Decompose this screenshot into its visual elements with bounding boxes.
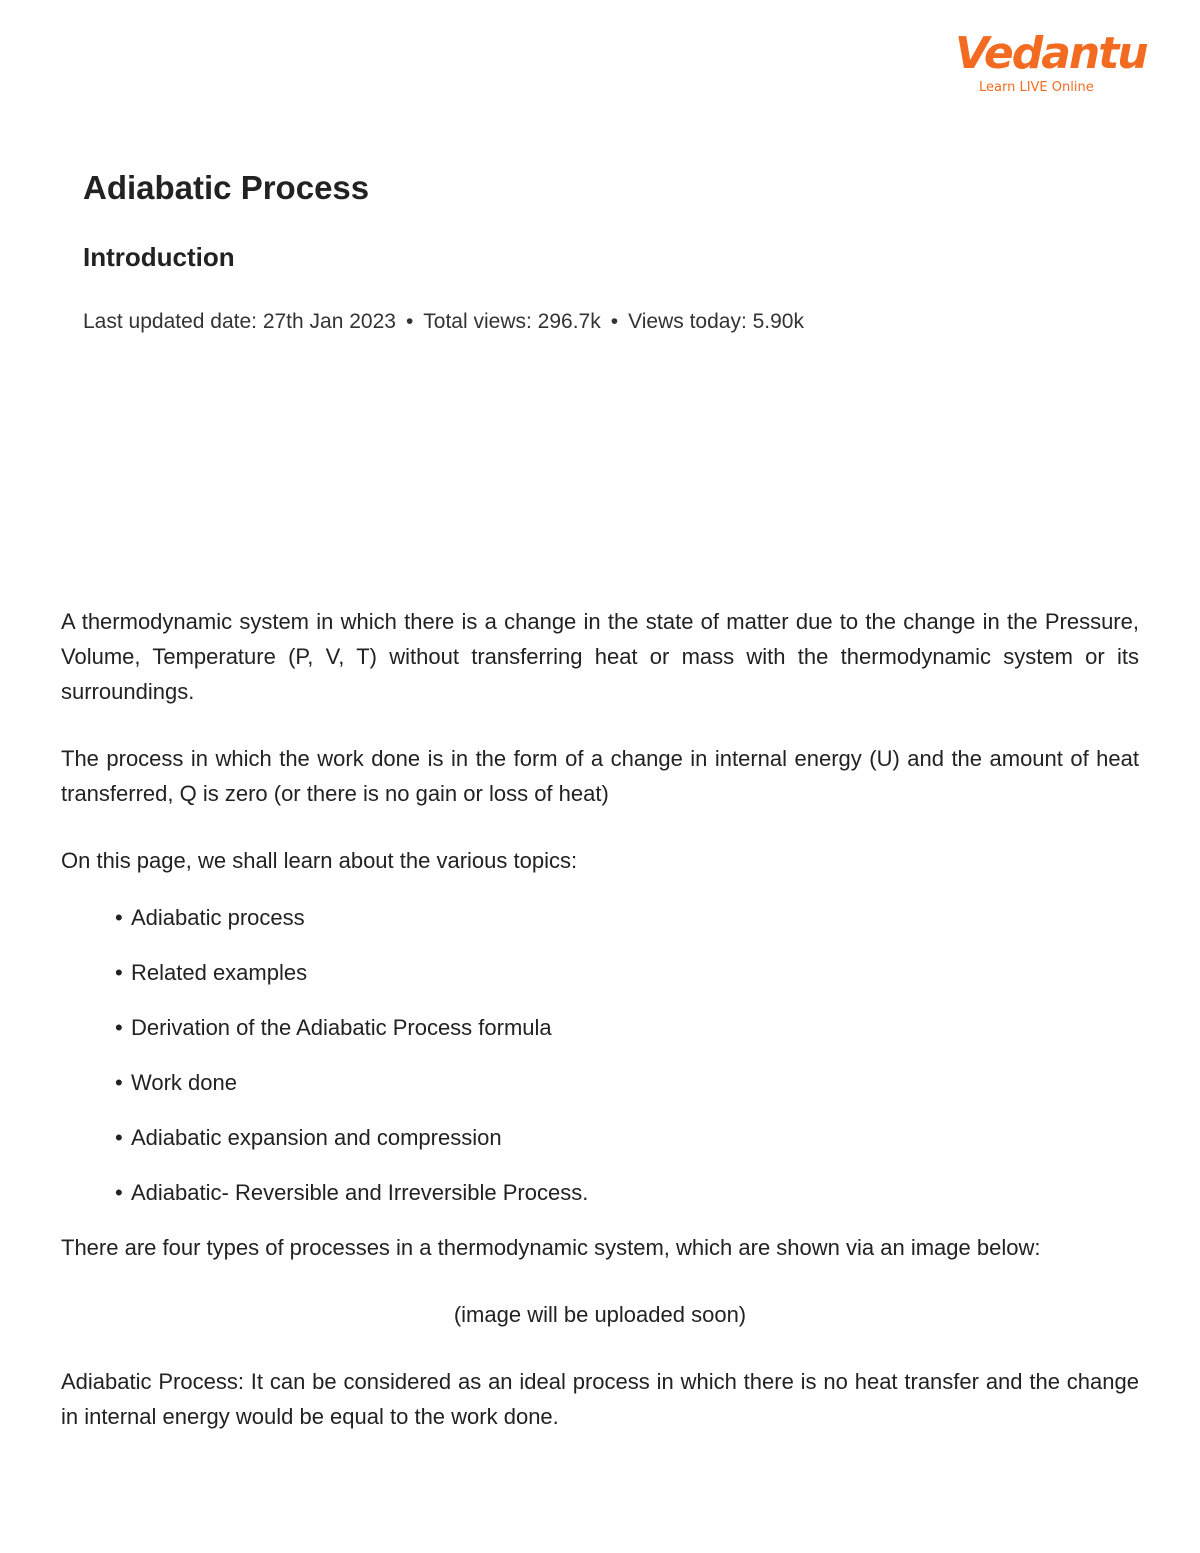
bullet-icon: •: [115, 960, 123, 985]
bullet-icon: •: [115, 1070, 123, 1095]
paragraph-process-types: There are four types of processes in a thermodynamic system, which are shown via an image below:: [61, 1235, 1041, 1260]
paragraph-topics-intro: On this page, we shall learn about the various topics:: [61, 848, 578, 873]
views-today: Views today: 5.90k: [628, 310, 804, 333]
total-views: Total views: 296.7k: [423, 310, 601, 333]
logo-wordmark: Vedantu: [955, 28, 1147, 79]
section-subtitle: Introduction: [83, 242, 235, 272]
list-item: [115, 1065, 1139, 1100]
topic-label: Adiabatic process: [131, 905, 305, 930]
topic-label: Work done: [131, 1070, 237, 1095]
article-body: [61, 604, 1139, 1434]
article-meta: [83, 309, 1133, 335]
topic-label: Related examples: [131, 960, 308, 985]
bullet-icon: •: [115, 1015, 123, 1040]
bullet-icon: •: [115, 1125, 123, 1150]
topic-label: Adiabatic- Reversible and Irreversible Process.: [131, 1180, 589, 1205]
bullet-icon: •: [115, 1180, 123, 1205]
image-placeholder: (image will be uploaded soon): [453, 1302, 747, 1327]
meta-separator: •: [610, 310, 619, 333]
paragraph-adiabatic-definition: Adiabatic Process: It can be considered as an ideal process in which there is no heat transfer and the change in internal energy would be equal to the work done.: [61, 1369, 1139, 1429]
topic-label: Adiabatic expansion and compression: [131, 1125, 502, 1150]
vedantu-logo: [955, 28, 1147, 108]
paragraph-process: The process in which the work done is in the form of a change in internal energy (U) and the amount of heat transferred, Q is zero (or there is no gain or loss of heat): [61, 746, 1139, 806]
meta-separator: •: [405, 310, 414, 333]
paragraph-definition: A thermodynamic system in which there is a change in the state of matter due to the change in the Pressure, Volume, Temperature (P, V, T) without transferring heat or mass with the thermodynamic system or its surroundings.: [61, 609, 1139, 704]
list-item: [115, 955, 1139, 990]
last-updated-date: Last updated date: 27th Jan 2023: [83, 310, 396, 333]
list-item: [115, 1120, 1139, 1155]
list-item: [115, 900, 1139, 935]
article-header: [83, 168, 1133, 335]
bullet-icon: •: [115, 905, 123, 930]
list-item: [115, 1010, 1139, 1045]
topic-list: [61, 900, 1139, 1210]
topic-label: Derivation of the Adiabatic Process formula: [131, 1015, 552, 1040]
logo-tagline: Learn LIVE Online: [979, 80, 1094, 95]
list-item: [115, 1175, 1139, 1210]
page-title: Adiabatic Process: [83, 169, 370, 206]
